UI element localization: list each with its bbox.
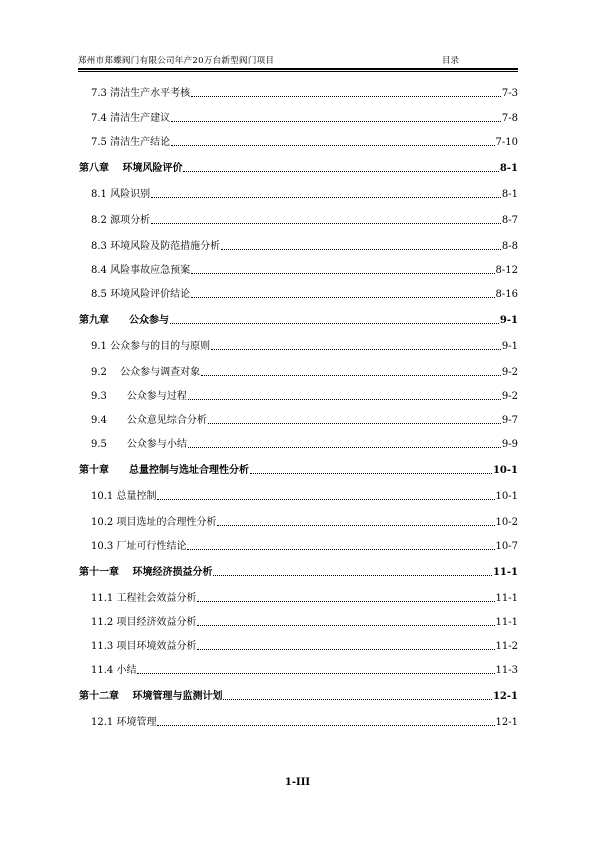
toc-section-entry[interactable] [91,715,518,729]
toc-chapter-entry[interactable] [79,689,518,703]
toc-chapter-entry[interactable] [79,463,518,477]
header-rule [78,68,518,70]
toc-dot-leader [188,399,501,400]
toc-dot-leader [213,575,491,576]
toc-dot-leader [197,649,494,650]
toc-page-number: 9-2 [501,391,518,402]
toc-dot-leader [201,375,501,376]
toc-page-number: 8-8 [501,241,518,252]
toc-section-entry[interactable] [91,539,518,553]
toc-page-number: 10-1 [495,491,518,502]
toc-entry-title: 7.3 清洁生产水平考核 [91,88,191,99]
toc-dot-leader [157,725,494,726]
toc-section-entry[interactable] [91,663,518,677]
toc-section-entry[interactable] [91,437,518,451]
toc-section-entry[interactable] [91,389,518,403]
header-rule-thin [78,71,518,72]
toc-dot-leader [223,699,491,700]
toc-page-number: 11-3 [495,665,518,676]
toc-section-entry[interactable] [91,591,518,605]
toc-section-entry[interactable] [91,615,518,629]
toc-page-number: 9-9 [501,439,518,450]
toc-section-entry[interactable] [91,263,518,277]
toc-dot-leader [151,197,501,198]
toc-page-number: 7-8 [501,113,518,124]
toc-entry-title: 10.3 厂址可行性结论 [91,541,187,552]
toc-dot-leader [171,145,494,146]
toc-entry-title: 9.4 公众意见综合分析 [91,415,207,426]
toc-dot-leader [137,673,494,674]
toc-dot-leader [221,249,501,250]
toc-entry-title: 9.2 公众参与调查对象 [91,367,201,378]
toc-dot-leader [171,121,501,122]
toc-entry-title: 11.4 小结 [91,665,137,676]
toc-dot-leader [157,499,494,500]
toc-entry-title: 11.3 项目环境效益分析 [91,641,197,652]
toc-page-number: 10-1 [492,465,518,476]
toc-page-number: 11-1 [495,617,518,628]
toc-page-number: 8-7 [501,215,518,226]
toc-section-entry[interactable] [91,639,518,653]
toc-dot-leader [217,525,494,526]
page-header [78,54,518,68]
toc-entry-title: 11.2 项目经济效益分析 [91,617,197,628]
toc-dot-leader [208,423,501,424]
toc-page-number: 10-2 [495,517,518,528]
footer-page-number: 1-III [284,777,311,788]
toc-entry-title: 7.5 清洁生产结论 [91,137,171,148]
toc-entry-title: 第九章 公众参与 [79,315,169,326]
toc-entry-title: 9.5 公众参与小结 [91,439,187,450]
toc-dot-leader [211,349,501,350]
toc-dot-leader [191,96,501,97]
toc-page-number: 9-7 [501,415,518,426]
toc-page-number: 8-1 [499,163,518,174]
toc-chapter-entry[interactable] [79,161,518,175]
toc-page-number: 9-1 [501,341,518,352]
toc-entry-title: 10.1 总量控制 [91,491,157,502]
toc-entry-title: 12.1 环境管理 [91,717,157,728]
toc-section-entry[interactable] [91,339,518,353]
toc-chapter-entry[interactable] [79,313,518,327]
toc-entry-title: 第十二章 环境管理与监测计划 [79,691,223,702]
toc-section-entry[interactable] [91,287,518,301]
toc-page-number: 11-1 [492,567,518,578]
header-section-label: 目录 [442,56,460,66]
toc-page-number: 7-10 [495,137,518,148]
toc-entry-title: 第十章 总量控制与选址合理性分析 [79,465,249,476]
header-title: 郑州市郑蝶阀门有限公司年产20万台新型阀门项目 [78,56,275,66]
toc-section-entry[interactable] [91,111,518,125]
toc-section-entry[interactable] [91,239,518,253]
toc-dot-leader [191,297,494,298]
toc-entry-title: 8.2 源项分析 [91,215,151,226]
toc-entry-title: 8.1 风险识别 [91,189,151,200]
toc-section-entry[interactable] [91,365,518,379]
toc-page-number: 11-1 [495,593,518,604]
toc-dot-leader [183,171,498,172]
toc-page-number: 8-16 [495,289,518,300]
toc-dot-leader [151,223,501,224]
toc-dot-leader [187,549,494,550]
toc-entry-title: 10.2 项目选址的合理性分析 [91,517,217,528]
toc-page-number: 9-2 [501,367,518,378]
toc-dot-leader [170,323,499,324]
toc-section-entry[interactable] [91,135,518,149]
toc-page-number: 10-7 [495,541,518,552]
toc-section-entry[interactable] [91,413,518,427]
toc-page-number: 7-3 [501,88,518,99]
toc-section-entry[interactable] [91,213,518,227]
toc-entry-title: 7.4 清洁生产建议 [91,113,171,124]
toc-page-number: 8-12 [495,265,518,276]
toc-page-number: 12-1 [492,691,518,702]
toc-page-number: 9-1 [499,315,518,326]
toc-entry-title: 8.3 环境风险及防范措施分析 [91,241,221,252]
toc-dot-leader [197,625,494,626]
toc-entry-title: 第八章 环境风险评价 [79,163,183,174]
toc-entry-title: 第十一章 环境经济损益分析 [79,567,213,578]
toc-dot-leader [197,601,494,602]
toc-entry-title: 11.1 工程社会效益分析 [91,593,197,604]
toc-section-entry[interactable] [91,515,518,529]
toc-section-entry[interactable] [91,86,518,100]
toc-entry-title: 8.4 风险事故应急预案 [91,265,191,276]
toc-entry-title: 9.1 公众参与的目的与原则 [91,341,211,352]
toc-page-number: 11-2 [495,641,518,652]
toc-dot-leader [191,273,494,274]
toc-dot-leader [250,473,492,474]
toc-page-number: 12-1 [495,717,518,728]
toc-entry-title: 9.3 公众参与过程 [91,391,187,402]
toc-chapter-entry[interactable] [79,565,518,579]
toc-section-entry[interactable] [91,187,518,201]
toc-section-entry[interactable] [91,489,518,503]
toc-dot-leader [188,447,501,448]
toc-page-number: 8-1 [501,189,518,200]
toc-entry-title: 8.5 环境风险评价结论 [91,289,191,300]
